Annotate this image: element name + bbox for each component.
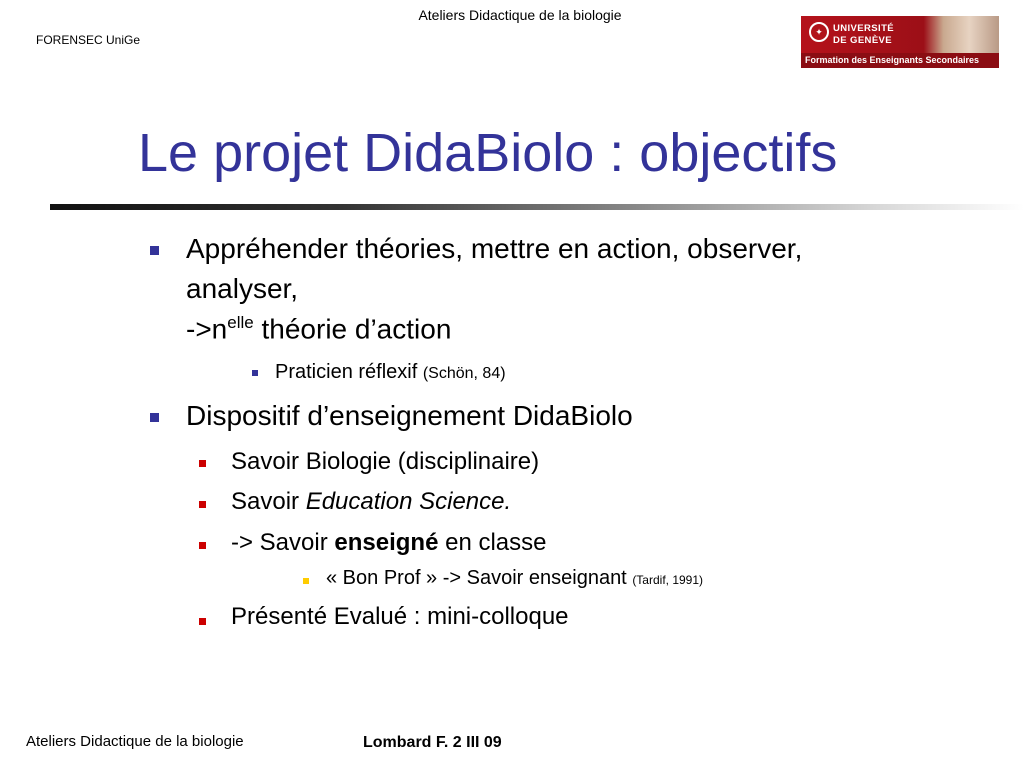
title-divider	[50, 204, 1024, 210]
sub-bullet-enseigne	[231, 529, 546, 557]
sub-bullet-enseigne-bold: enseigné	[334, 529, 439, 556]
header-title: Ateliers Didactique de la biologie	[418, 7, 622, 23]
slide-title: Le projet DidaBiolo : objectifs	[138, 123, 838, 183]
bullet-square-icon	[199, 501, 206, 508]
bullet-1-prefix: ->n	[186, 313, 228, 345]
sub-bullet-education	[231, 488, 511, 516]
footer-right: Lombard F. 2 III 09	[363, 734, 502, 751]
sub-bullet-bon-prof	[326, 567, 703, 590]
bullet-2: Dispositif d’enseignement DidaBiolo	[186, 400, 633, 431]
bullet-1-line-3	[186, 313, 451, 345]
sub-bullet-enseigne-suffix: en classe	[438, 529, 547, 556]
sub-bullet-enseigne-prefix: -> Savoir	[231, 529, 335, 556]
bullet-square-icon	[150, 246, 159, 255]
sub-bullet-education-italic: Education Science.	[305, 488, 512, 515]
sub-bullet-colloque: Présenté Evalué : mini-colloque	[231, 603, 569, 630]
bullet-1-line-2: analyser,	[186, 273, 299, 304]
header-org: FORENSEC UniGe	[36, 33, 141, 47]
bullet-1-line-1: Appréhender théories, mettre en action, observer,	[186, 233, 803, 264]
bullet-1-suffix: théorie d’action	[253, 313, 452, 345]
bullet-square-icon	[199, 460, 206, 467]
sub-bullet-education-prefix: Savoir	[231, 488, 306, 515]
sub-bullet-praticien-text: Praticien réflexif	[275, 361, 423, 383]
sub-bullet-praticien	[275, 361, 506, 384]
university-logo	[801, 16, 999, 68]
logo-line-1: UNIVERSITÉ	[833, 23, 895, 34]
footer-left: Ateliers Didactique de la biologie	[26, 733, 244, 750]
citation-schon: (Schön, 84)	[422, 365, 506, 382]
bullet-square-icon	[303, 578, 309, 584]
seal-icon: ✦	[809, 22, 829, 42]
bullet-square-icon	[150, 413, 159, 422]
citation-tardif: (Tardif, 1991)	[632, 573, 704, 587]
logo-line-2: DE GENÈVE	[833, 35, 893, 46]
sub-bullet-bon-prof-text: « Bon Prof » -> Savoir enseignant	[326, 567, 633, 589]
bullet-square-icon	[199, 542, 206, 549]
bullet-square-icon	[199, 618, 206, 625]
logo-band: Formation des Enseignants Secondaires	[801, 53, 999, 68]
bullet-1-superscript: elle	[227, 313, 254, 332]
sub-bullet-biologie: Savoir Biologie (disciplinaire)	[231, 448, 540, 475]
bullet-square-icon	[252, 370, 258, 376]
